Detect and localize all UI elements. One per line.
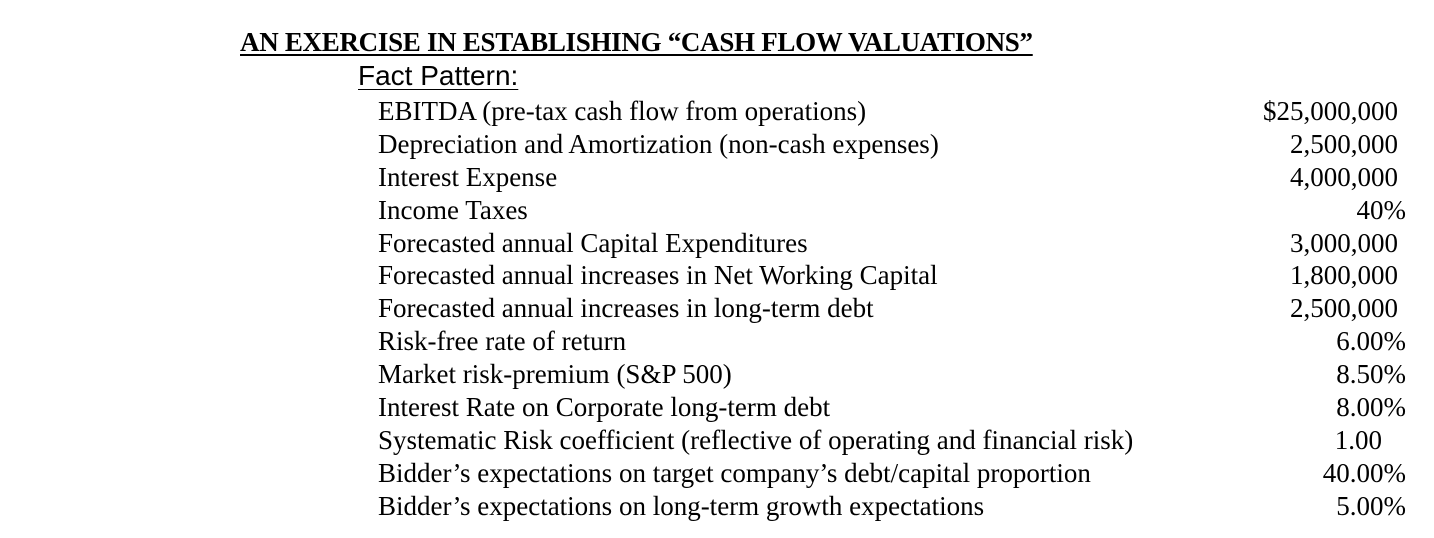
fact-row-debt-capital — [0, 457, 1434, 490]
fact-value: 1.00 — [1334, 424, 1382, 455]
fact-value: 1,800,000 — [1290, 260, 1398, 291]
document-title: AN EXERCISE IN ESTABLISHING “CASH FLOW VALUATIONS” — [240, 27, 1033, 57]
fact-label: Depreciation and Amortization (non-cash expenses) — [378, 128, 939, 159]
fact-row-interest-rate — [0, 391, 1434, 424]
fact-label: Bidder’s expectations on target company’s debt/capital proportion — [378, 457, 1091, 488]
fact-value: 5.00% — [1336, 490, 1406, 521]
fact-label: Systematic Risk coefficient (reflective of operating and financial risk) — [378, 424, 1134, 455]
fact-value: 40% — [1356, 194, 1406, 225]
fact-label: EBITDA (pre-tax cash flow from operations) — [378, 96, 867, 126]
fact-label: Market risk-premium (S&P 500) — [378, 359, 732, 390]
section-heading-fact-pattern: Fact Pattern: — [358, 60, 519, 91]
fact-label: Bidder’s expectations on long-term growth expectations — [378, 490, 985, 521]
fact-label: Interest Expense — [378, 161, 558, 192]
fact-label: Forecasted annual increases in long-term debt — [378, 293, 874, 324]
fact-label: Risk-free rate of return — [378, 326, 627, 357]
fact-row-long-term-debt — [0, 292, 1434, 325]
fact-row-market-risk-premium — [0, 358, 1434, 391]
fact-pattern-table — [0, 95, 1434, 523]
fact-value: 4,000,000 — [1290, 161, 1398, 192]
fact-value: 40.00% — [1322, 457, 1406, 488]
fact-label: Forecasted annual increases in Net Working Capital — [378, 260, 938, 291]
fact-value: 2,500,000 — [1290, 128, 1398, 159]
fact-row-risk-free-rate — [0, 325, 1434, 358]
fact-row-systematic-risk — [0, 424, 1434, 457]
fact-row-ebitda — [0, 95, 1434, 128]
fact-label: Income Taxes — [378, 194, 528, 225]
fact-row-interest-expense — [0, 161, 1434, 194]
fact-row-capex — [0, 227, 1434, 260]
fact-value: 6.00% — [1336, 326, 1406, 357]
fact-value: 2,500,000 — [1290, 293, 1398, 324]
fact-row-net-working-capital — [0, 259, 1434, 292]
fact-row-growth — [0, 490, 1434, 523]
fact-row-depreciation — [0, 128, 1434, 161]
fact-row-income-taxes — [0, 194, 1434, 227]
fact-label: Interest Rate on Corporate long-term debt — [378, 392, 831, 423]
fact-value: 8.00% — [1336, 392, 1406, 423]
fact-value: 3,000,000 — [1290, 227, 1398, 258]
fact-value: $25,000,000 — [1263, 96, 1398, 126]
fact-label: Forecasted annual Capital Expenditures — [378, 227, 808, 258]
fact-value: 8.50% — [1336, 359, 1406, 390]
